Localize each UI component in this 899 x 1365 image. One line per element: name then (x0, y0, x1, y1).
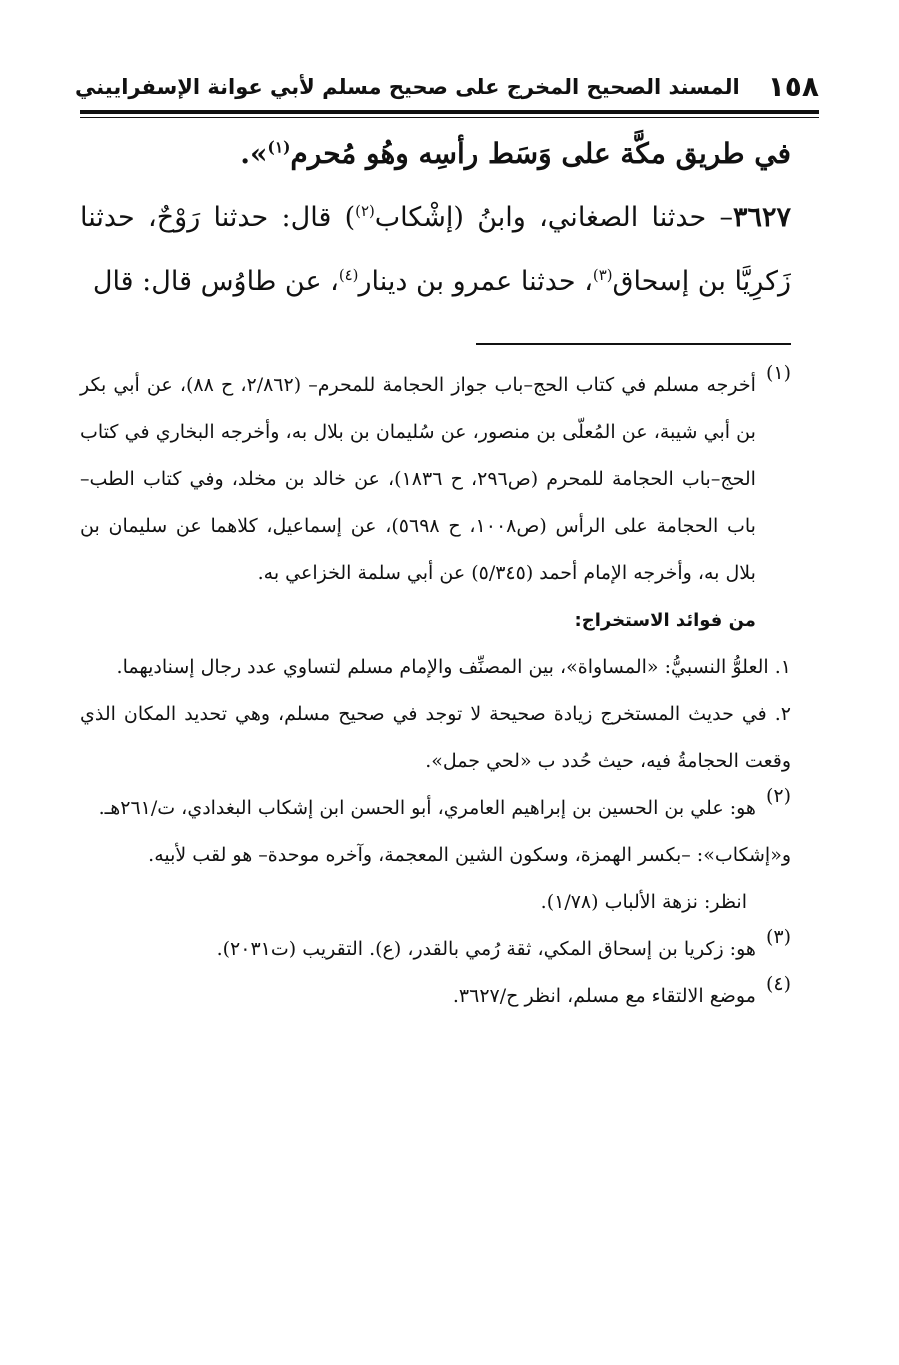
footnote-ref-1: (١) (267, 138, 291, 157)
footnote-separator (476, 343, 791, 345)
continuation-text: في طريق مكَّة على وَسَط رأسِه وهُو مُحرم (290, 137, 791, 170)
footnote-reference: انظر: نزهة الألباب (١/٧٨). (540, 891, 747, 913)
hadith-paragraph (80, 186, 791, 314)
footnotes (80, 362, 791, 1020)
hadith-text-2: ) قال: حدثنا رَوْحٌ، حدثنا زَكرِيَّا بن إسحاق (80, 202, 791, 297)
main-text (80, 122, 791, 314)
header-rule-thin (80, 117, 819, 118)
page-number: ١٥٨ (767, 70, 819, 103)
footnote-mark: (١) (765, 362, 791, 384)
footnote-mark: (٢) (765, 785, 791, 807)
hadith-text-3: ، حدثنا عمرو بن دينار (358, 266, 593, 297)
footnote-text: و«إشكاب»: –بكسر الهمزة، وسكون الشين المعجمة، وآخره موحدة– هو لقب لأبيه. (148, 844, 791, 866)
footnote-ref-2: (٢) (355, 202, 375, 220)
page-header (74, 68, 819, 103)
continuation-end: ». (240, 137, 268, 170)
benefits-heading: من فوائد الاستخراج: (574, 610, 756, 631)
hadith-number: ٣٦٢٧ (732, 202, 791, 233)
hadith-text-1: – حدثنا الصغاني، وابنُ (إشْكاب (374, 202, 733, 233)
footnote-mark: (٣) (765, 926, 791, 948)
footnote-2 (80, 785, 791, 832)
footnote-3 (80, 926, 791, 973)
footnote-4 (80, 973, 791, 1020)
footnote-ref-3: (٣) (592, 266, 613, 284)
footnote-1 (80, 362, 791, 644)
header-rule (80, 110, 819, 114)
footnote-text: أخرجه مسلم في كتاب الحج–باب جواز الحجامة للمحرم– (٢/٨٦٢، ح ٨٨)، عن أبي بكر بن أبي شيبة، عن المُعلّى بن منصور، عن سُليمان بن بلال به، وأخرجه البخاري في كتاب الحج–باب الحجامة للمحرم (ص٢٩٦، ح ١٨٣٦)، عن خالد بن مخلد، وفي كتاب الطب–باب الحجامة على الرأس (ص١٠٠٨، ح ٥٦٩٨)، عن إسماعيل، كلاهما عن سليمان بن بلال به، وأخرجه الإمام أحمد (٥/٣٤٥) عن أبي سلمة الخزاعي به. (80, 374, 756, 584)
benefit-item: ٢. في حديث المستخرج زيادة صحيحة لا توجد في صحيح مسلم، وهي تحديد المكان الذي وقعت الحجامةُ فيه، حيث حُدد ب «لحي جمل». (80, 703, 791, 772)
footnote-text: هو: علي بن الحسين بن إبراهيم العامري، أبو الحسن ابن إشكاب البغدادي، ت/٢٦١هـ. (98, 797, 756, 819)
running-title: المسند الصحيح المخرج على صحيح مسلم لأبي عوانة الإسفراييني (74, 75, 740, 99)
footnote-ref-4: (٤) (338, 266, 359, 284)
footnote-text: هو: زكريا بن إسحاق المكي، ثقة رُمي بالقدر، (ع). التقريب (ت٢٠٣١). (216, 938, 756, 960)
footnote-text: موضع الالتقاء مع مسلم، انظر ح/٣٦٢٧. (452, 985, 756, 1007)
benefit-item: ١. العلوُّ النسبيُّ: «المساواة»، بين المصنِّف والإمام مسلم لتساوي عدد رجال إسناديهما. (116, 656, 791, 678)
hadith-continuation (80, 122, 791, 186)
hadith-text-4: ، عن طاوُس قال: قال (92, 266, 339, 297)
footnote-mark: (٤) (765, 973, 791, 995)
